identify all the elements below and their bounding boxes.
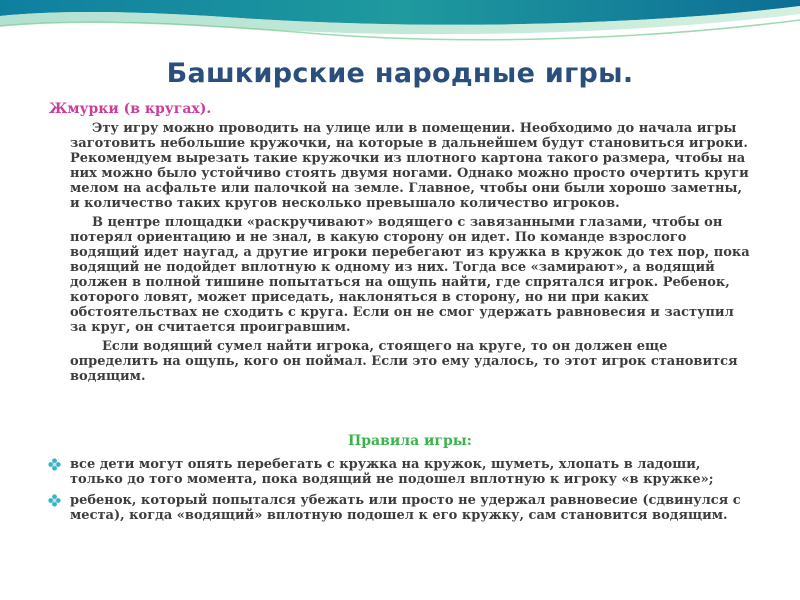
list-item: [48, 493, 748, 523]
paragraph-gameplay: В центре площадки «раскручивают» водящего с завязанными глазами, чтобы он потерял ориентацию и не знал, в какую сторону он идет. По команде взрослого водящий идет наугад, а другие игроки перебегают из кружка в кружок до тех пор, пока водящий не подойдет вплотную к одному из них. Тогда все «замирают», а водящий должен в полной тишине попытаться на ощупь найти, где спрятался игрок. Ребенок, которого ловят, может приседать, наклоняться в сторону, но ни при каких обстоятельствах не сходить с круга. Если он не смог удержать равновесия и заступил за круг, он считается проигравшим.: [70, 215, 750, 335]
rules-heading: Правила игры:: [348, 433, 472, 449]
slide-title: Башкирские народные игры.: [166, 58, 634, 89]
top-wave-decoration: [0, 0, 800, 56]
rule-text-2: ребенок, который попытался убежать или просто не удержал равновесие (сдвинулся с места), когда «водящий» вплотную подошел к его кружку, сам становится водящим.: [70, 493, 741, 523]
game-description: [70, 121, 750, 388]
rules-list: [48, 457, 748, 529]
paragraph-ending: Если водящий сумел найти игрока, стоящего на круге, то он должен еще определить на ощупь, кого он поймал. Если это ему удалось, то этот игрок становится водящим.: [70, 339, 738, 384]
flower-bullet-icon: [48, 458, 61, 471]
flower-bullet-icon: [48, 494, 61, 507]
game-subtitle: Жмурки (в кругах).: [49, 101, 212, 117]
list-item: [48, 457, 748, 487]
paragraph-intro: Эту игру можно проводить на улице или в помещении. Необходимо до начала игры заготовить небольшие кружочки, на которые в дальнейшем будут становиться игроки. Рекомендуем вырезать такие кружочки из плотного картона такого размера, чтобы на них можно было устойчиво стоять двумя ногами. Однако можно просто очертить круги мелом на асфальте или палочкой на земле. Главное, чтобы они были хорошо заметны, и количество таких кругов несколько превышало количество игроков.: [70, 121, 749, 211]
rule-text-1: все дети могут опять перебегать с кружка на кружок, шуметь, хлопать в ладоши, только до того момента, пока водящий не подошел вплотную к игроку «в кружке»;: [70, 457, 714, 487]
